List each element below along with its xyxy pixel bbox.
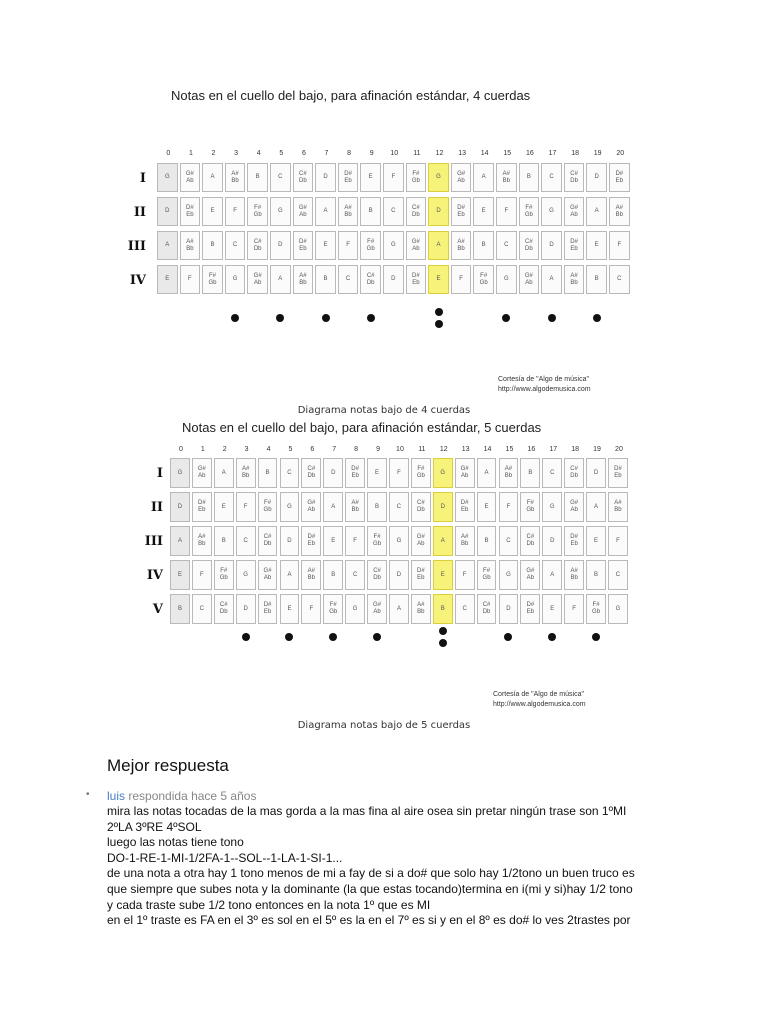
note-cell: G# Ab xyxy=(258,560,278,590)
note-cell: F xyxy=(338,231,359,260)
answer-time: respondida hace 5 años xyxy=(128,789,257,803)
note-cell: C# Db xyxy=(520,526,540,556)
note-cell: G# Ab xyxy=(192,458,212,488)
note-cell: G xyxy=(270,197,291,226)
note-cell: F# Gb xyxy=(367,526,387,556)
note-cell: F# Gb xyxy=(520,492,540,522)
string-label: I xyxy=(139,171,146,186)
fret-number: 12 xyxy=(435,150,444,157)
note-cell: D# Eb xyxy=(609,163,630,192)
note-cell: D# Eb xyxy=(301,526,321,556)
note-cell: A xyxy=(542,560,562,590)
note-cell: E xyxy=(360,163,381,192)
note-cell: G xyxy=(608,594,628,624)
fret-number: 5 xyxy=(279,150,284,157)
note-cell: C xyxy=(541,163,562,192)
note-cell: A xyxy=(389,594,409,624)
note-cell: E xyxy=(323,526,343,556)
fret-number: 12 xyxy=(439,446,448,453)
fret-number: 20 xyxy=(615,446,623,453)
string-label: I xyxy=(156,466,163,481)
fret-number: 20 xyxy=(616,150,625,157)
fret-number: 14 xyxy=(480,150,489,157)
credit-line: Cortesía de "Algo de música" xyxy=(493,691,584,698)
note-cell: D xyxy=(280,526,300,556)
credit-url: http://www.algodemusica.com xyxy=(493,701,586,708)
diagram-caption: Diagrama notas bajo de 4 cuerdas xyxy=(297,405,471,416)
answer-body xyxy=(107,804,687,929)
fret-number: 14 xyxy=(483,446,492,453)
fret-number: 18 xyxy=(571,446,580,453)
note-cell: C xyxy=(270,163,291,192)
note-cell: A xyxy=(315,197,336,226)
note-cell: G xyxy=(499,560,519,590)
note-cell: G xyxy=(542,492,562,522)
fret-number: 4 xyxy=(256,150,261,157)
note-cell: A xyxy=(170,526,190,556)
fret-number: 6 xyxy=(301,150,306,157)
answer-line: mira las notas tocadas de la mas gorda a la mas fina al aire osea sin pretar ningún trase son 1ºMI xyxy=(107,804,627,818)
fret-marker-dot xyxy=(322,314,330,322)
fret-marker-dot xyxy=(435,308,443,316)
note-cell: G# Ab xyxy=(180,163,201,192)
note-cell: E xyxy=(315,231,336,260)
note-cell: D# Eb xyxy=(564,526,584,556)
fret-number: 1 xyxy=(200,446,205,453)
note-cell: G# Ab xyxy=(301,492,321,522)
note-cell: A# Bb xyxy=(301,560,321,590)
string-label: IV xyxy=(129,273,146,288)
note-cell: E xyxy=(473,197,494,226)
note-cell: B xyxy=(477,526,497,556)
note-cell: A# Bb xyxy=(499,458,519,488)
note-cell: F# Gb xyxy=(473,265,494,294)
credit-url: http://www.algodemusica.com xyxy=(498,386,591,393)
answer-meta xyxy=(107,789,256,803)
note-cell: D# Eb xyxy=(455,492,475,522)
fret-number: 10 xyxy=(390,150,399,157)
note-cell: C# Db xyxy=(214,594,234,624)
fret-number: 2 xyxy=(211,150,216,157)
note-cell: A# Bb xyxy=(609,197,630,226)
fret-number: 4 xyxy=(266,446,271,453)
fret-number: 9 xyxy=(369,150,374,157)
fret-number: 16 xyxy=(527,446,536,453)
note-cell: C# Db xyxy=(247,231,268,260)
fret-marker-dot xyxy=(276,314,284,322)
note-cell: D xyxy=(270,231,291,260)
note-cell: G# Ab xyxy=(293,197,314,226)
note-cell: C xyxy=(499,526,519,556)
note-cell: A xyxy=(270,265,291,294)
bullet-icon: • xyxy=(86,789,90,800)
note-cell: G# Ab xyxy=(411,526,431,556)
note-cell: C# Db xyxy=(293,163,314,192)
fret-number: 0 xyxy=(166,150,171,157)
note-cell: D xyxy=(323,458,343,488)
answer-line: luego las notas tiene tono xyxy=(107,835,244,850)
note-cell: B xyxy=(258,458,278,488)
note-cell: C# Db xyxy=(564,458,584,488)
note-cell: F xyxy=(609,231,630,260)
note-cell: A# Bb xyxy=(293,265,314,294)
note-cell: F# Gb xyxy=(360,231,381,260)
note-cell: G# Ab xyxy=(367,594,387,624)
note-cell: D xyxy=(170,492,190,522)
credit-line: Cortesía de "Algo de música" xyxy=(498,376,589,383)
note-cell: D xyxy=(315,163,336,192)
fret-number: 0 xyxy=(178,446,183,453)
note-cell: E xyxy=(428,265,449,294)
note-cell: D# Eb xyxy=(293,231,314,260)
note-cell: F xyxy=(192,560,212,590)
note-cell: F xyxy=(455,560,475,590)
fret-marker-dot xyxy=(435,320,443,328)
fret-number: 15 xyxy=(505,446,514,453)
string-label: III xyxy=(127,239,146,254)
note-cell: A# Bb xyxy=(451,231,472,260)
note-cell: C# Db xyxy=(301,458,321,488)
note-cell: G xyxy=(496,265,517,294)
note-cell: E xyxy=(433,560,453,590)
note-cell: A xyxy=(428,231,449,260)
note-cell: F# Gb xyxy=(477,560,497,590)
credit xyxy=(493,690,586,710)
diagram-title: Notas en el cuello del bajo, para afinación estándar, 4 cuerdas xyxy=(171,88,531,103)
best-answer-heading: Mejor respuesta xyxy=(107,756,229,775)
note-cell: B xyxy=(473,231,494,260)
note-cell: F# Gb xyxy=(406,163,427,192)
note-cell: F# Gb xyxy=(214,560,234,590)
note-cell: F xyxy=(564,594,584,624)
note-cell: C xyxy=(338,265,359,294)
fret-marker-dot xyxy=(548,314,556,322)
note-cell: B xyxy=(433,594,453,624)
note-cell: B xyxy=(586,560,606,590)
note-cell: G# Ab xyxy=(564,197,585,226)
note-cell: C xyxy=(389,492,409,522)
answer-line: y cada traste sube 1/2 tono entonces en la nota 1º que es MI xyxy=(107,897,431,912)
note-cell: C# Db xyxy=(519,231,540,260)
fret-marker-dot xyxy=(329,633,337,641)
note-cell: A xyxy=(586,197,607,226)
fret-number: 1 xyxy=(188,150,193,157)
note-cell: A xyxy=(214,458,234,488)
fret-number: 18 xyxy=(571,150,579,157)
fret-marker-dot xyxy=(373,633,381,641)
note-cell: A# Bb xyxy=(455,526,475,556)
note-cell: A# Bb xyxy=(564,265,585,294)
note-cell: A# Bb xyxy=(192,526,212,556)
note-cell: A# Bb xyxy=(608,492,628,522)
note-cell: B xyxy=(323,560,343,590)
note-cell: F xyxy=(180,265,201,294)
fret-number: 8 xyxy=(347,150,352,157)
note-cell: A xyxy=(541,265,562,294)
note-cell: D# Eb xyxy=(345,458,365,488)
fret-number: 13 xyxy=(458,150,466,157)
fret-number: 7 xyxy=(332,446,337,453)
note-cell: C# Db xyxy=(564,163,585,192)
note-cell: C# Db xyxy=(360,265,381,294)
fret-number: 11 xyxy=(413,150,421,157)
note-cell: A# Bb xyxy=(338,197,359,226)
fret-number: 11 xyxy=(418,446,426,453)
note-cell: B xyxy=(214,526,234,556)
note-cell: A xyxy=(280,560,300,590)
fret-number: 17 xyxy=(548,150,557,157)
fret-number: 3 xyxy=(234,150,239,157)
fret-marker-dot xyxy=(502,314,510,322)
note-cell: G xyxy=(280,492,300,522)
note-cell: E xyxy=(586,526,606,556)
note-cell: G# Ab xyxy=(519,265,540,294)
fret-number: 19 xyxy=(593,150,602,157)
note-cell: G xyxy=(157,163,178,192)
note-cell: E xyxy=(202,197,223,226)
diagram-caption: Diagrama notas bajo de 5 cuerdas xyxy=(297,720,471,731)
answer-line: DO-1-RE-1-MI-1/2FA-1--SOL--1-LA-1-SI-1... xyxy=(107,850,343,865)
note-cell: C xyxy=(496,231,517,260)
string-label: IV xyxy=(146,568,163,583)
note-cell: G# Ab xyxy=(247,265,268,294)
fret-number: 3 xyxy=(244,446,249,453)
note-cell: D# Eb xyxy=(406,265,427,294)
note-cell: G xyxy=(541,197,562,226)
note-cell: G xyxy=(433,458,453,488)
note-cell: D xyxy=(586,163,607,192)
note-cell: E xyxy=(477,492,497,522)
answer-line: de una nota a otra hay 1 tono menos de mi a fay de si a do# que solo hay 1/2tono un buen truco es xyxy=(107,866,635,881)
note-cell: D xyxy=(586,458,606,488)
fret-number: 13 xyxy=(461,446,470,453)
note-cell: F# Gb xyxy=(323,594,343,624)
fret-number: 5 xyxy=(288,446,293,453)
note-cell: B xyxy=(519,163,540,192)
note-cell: D xyxy=(157,197,178,226)
note-cell: A xyxy=(477,458,497,488)
note-cell: G xyxy=(236,560,256,590)
fret-number: 8 xyxy=(354,446,359,453)
note-cell: C# Db xyxy=(477,594,497,624)
note-cell: G xyxy=(428,163,449,192)
note-cell: A# Bb xyxy=(236,458,256,488)
note-cell: F# Gb xyxy=(586,594,606,624)
note-cell: E xyxy=(214,492,234,522)
note-cell: E xyxy=(542,594,562,624)
fret-number: 2 xyxy=(222,446,227,453)
note-cell: C# Db xyxy=(367,560,387,590)
note-cell: D xyxy=(236,594,256,624)
note-cell: F# Gb xyxy=(247,197,268,226)
note-cell: C xyxy=(608,560,628,590)
note-cell: B xyxy=(520,458,540,488)
note-cell: F xyxy=(236,492,256,522)
note-cell: D# Eb xyxy=(520,594,540,624)
fret-marker-dot xyxy=(592,633,600,641)
note-cell: F xyxy=(301,594,321,624)
fret-marker-dot xyxy=(593,314,601,322)
note-cell: G# Ab xyxy=(406,231,427,260)
note-cell: F# Gb xyxy=(202,265,223,294)
string-label: V xyxy=(152,602,163,617)
note-cell: F# Gb xyxy=(411,458,431,488)
fret-number: 19 xyxy=(593,446,601,453)
note-cell: F xyxy=(345,526,365,556)
note-cell: A# Bb xyxy=(564,560,584,590)
note-cell: C xyxy=(192,594,212,624)
note-cell: D xyxy=(433,492,453,522)
fret-number: 15 xyxy=(503,150,512,157)
note-cell: G xyxy=(383,231,404,260)
note-cell: E xyxy=(367,458,387,488)
note-cell: G# Ab xyxy=(451,163,472,192)
note-cell: A xyxy=(586,492,606,522)
note-cell: A xyxy=(433,526,453,556)
note-cell: D# Eb xyxy=(411,560,431,590)
note-cell: C xyxy=(383,197,404,226)
fret-number: 7 xyxy=(324,150,329,157)
note-cell: E xyxy=(157,265,178,294)
note-cell: A xyxy=(157,231,178,260)
note-cell: D xyxy=(383,265,404,294)
note-cell: B xyxy=(247,163,268,192)
note-cell: B xyxy=(202,231,223,260)
note-cell: G xyxy=(170,458,190,488)
note-cell: D# Eb xyxy=(564,231,585,260)
answer-line: en el 1º traste es FA en el 3º es sol en el 5º es la en el 7º es si y en el 8º es do# lo ves 2trastes por xyxy=(107,913,631,928)
note-cell: E xyxy=(586,231,607,260)
note-cell: B xyxy=(360,197,381,226)
note-cell: G xyxy=(345,594,365,624)
note-cell: D xyxy=(389,560,409,590)
note-cell: G# Ab xyxy=(564,492,584,522)
note-cell: C xyxy=(345,560,365,590)
note-cell: G# Ab xyxy=(455,458,475,488)
string-label: III xyxy=(144,534,163,549)
fret-number: 17 xyxy=(549,446,558,453)
note-cell: D# Eb xyxy=(180,197,201,226)
fret-marker-dot xyxy=(242,633,250,641)
note-cell: D# Eb xyxy=(258,594,278,624)
note-cell: F# Gb xyxy=(258,492,278,522)
string-label: II xyxy=(133,205,146,220)
note-cell: A xyxy=(323,492,343,522)
note-cell: A xyxy=(202,163,223,192)
note-cell: C xyxy=(455,594,475,624)
note-cell: A# Bb xyxy=(411,594,431,624)
credit xyxy=(498,375,591,395)
note-cell: D# Eb xyxy=(451,197,472,226)
note-cell: F xyxy=(225,197,246,226)
note-cell: F xyxy=(383,163,404,192)
note-cell: F xyxy=(451,265,472,294)
note-cell: E xyxy=(280,594,300,624)
note-cell: F xyxy=(389,458,409,488)
note-cell: C xyxy=(236,526,256,556)
note-cell: F xyxy=(496,197,517,226)
note-cell: C xyxy=(280,458,300,488)
fret-number: 16 xyxy=(525,150,534,157)
note-cell: G# Ab xyxy=(520,560,540,590)
answer-line: que siempre que subes nota y la dominante (la que estas tocando)termina en i(mi y si)hay 1/2 tono xyxy=(107,881,633,896)
fret-marker-dot xyxy=(231,314,239,322)
fret-marker-dot xyxy=(504,633,512,641)
fret-number: 6 xyxy=(310,446,315,453)
fret-marker-dot xyxy=(367,314,375,322)
note-cell: D xyxy=(542,526,562,556)
string-label: II xyxy=(150,500,163,515)
note-cell: D xyxy=(499,594,519,624)
note-cell: D# Eb xyxy=(608,458,628,488)
note-cell: C xyxy=(542,458,562,488)
note-cell: F xyxy=(499,492,519,522)
note-cell: F# Gb xyxy=(519,197,540,226)
note-cell: C# Db xyxy=(406,197,427,226)
note-cell: G xyxy=(389,526,409,556)
note-cell: F xyxy=(608,526,628,556)
fret-marker-dot xyxy=(548,633,556,641)
note-cell: E xyxy=(170,560,190,590)
note-cell: B xyxy=(586,265,607,294)
diagram-title: Notas en el cuello del bajo, para afinación estándar, 5 cuerdas xyxy=(182,420,542,435)
note-cell: A# Bb xyxy=(180,231,201,260)
fret-marker-dot xyxy=(439,627,447,635)
note-cell: B xyxy=(170,594,190,624)
note-cell: C# Db xyxy=(411,492,431,522)
note-cell: B xyxy=(315,265,336,294)
note-cell: C# Db xyxy=(258,526,278,556)
fret-number: 9 xyxy=(376,446,380,453)
note-cell: D xyxy=(541,231,562,260)
fret-marker-dot xyxy=(439,639,447,647)
note-cell: C xyxy=(225,231,246,260)
note-cell: A# Bb xyxy=(225,163,246,192)
fret-marker-dot xyxy=(285,633,293,641)
answer-line: 2ºLA 3ºRE 4ºSOL xyxy=(107,819,202,834)
note-cell: D# Eb xyxy=(192,492,212,522)
fret-number: 10 xyxy=(396,446,404,453)
note-cell: A xyxy=(473,163,494,192)
note-cell: A# Bb xyxy=(496,163,517,192)
user-link[interactable]: luis xyxy=(107,789,126,803)
note-cell: G xyxy=(225,265,246,294)
note-cell: D# Eb xyxy=(338,163,359,192)
note-cell: D xyxy=(428,197,449,226)
note-cell: A# Bb xyxy=(345,492,365,522)
note-cell: B xyxy=(367,492,387,522)
note-cell: C xyxy=(609,265,630,294)
